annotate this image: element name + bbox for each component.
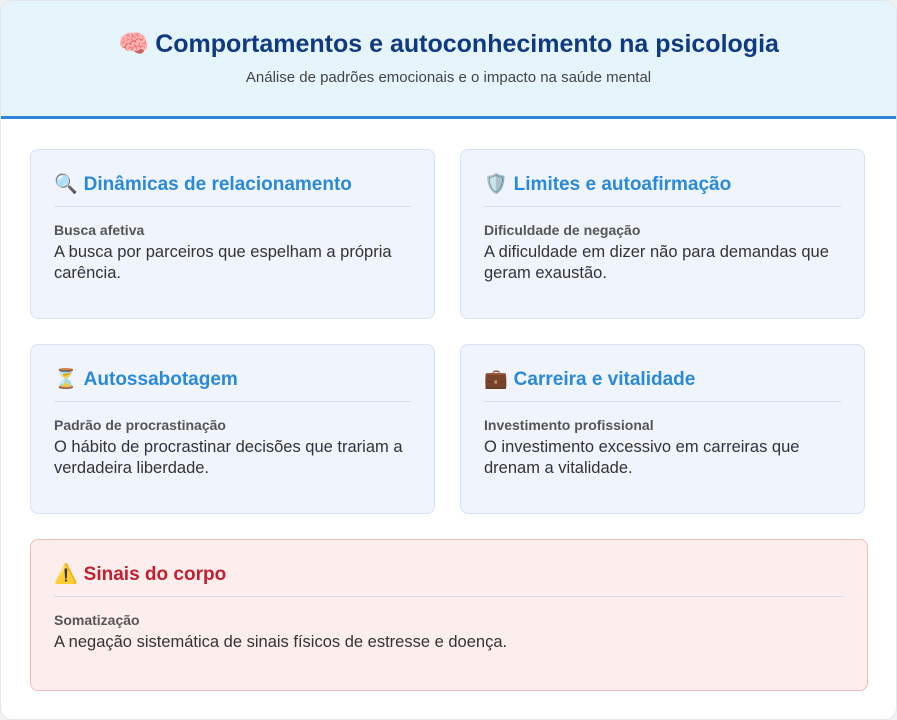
card-title (484, 367, 841, 402)
card-autossabotagem (30, 344, 435, 514)
card-label: Investimento profissional (484, 417, 654, 433)
card-text: O hábito de procrastinar decisões que trariam a verdadeira liberdade. (54, 438, 403, 477)
card-text: O investimento excessivo em carreiras que drenam a vitalidade. (484, 438, 800, 477)
card-title-text: Autossabotagem (83, 369, 238, 390)
alert-label: Somatização (54, 612, 140, 628)
magnifier-icon: 🔍 (54, 174, 78, 195)
card-label: Dificuldade de negação (484, 222, 641, 238)
brain-icon: 🧠 (118, 30, 150, 58)
card-text: A busca por parceiros que espelham a própria carência. (54, 243, 392, 282)
card-title (54, 367, 411, 402)
card-title-text: Dinâmicas de relacionamento (83, 174, 352, 195)
card-label: Busca afetiva (54, 222, 145, 238)
page-subtitle: Análise de padrões emocionais e o impacto na saúde mental (245, 69, 652, 86)
alert-title-text: Sinais do corpo (83, 564, 227, 585)
card-label: Padrão de procrastinação (54, 417, 226, 433)
card-title-text: Limites e autoafirmação (513, 174, 732, 195)
warning-icon: ⚠️ (54, 564, 78, 585)
shield-icon: 🛡️ (484, 174, 508, 195)
card-title-text: Carreira e vitalidade (513, 369, 696, 390)
alert-title (54, 562, 844, 597)
card-carreira (460, 344, 865, 514)
page-title (1, 1, 896, 59)
title-text: Comportamentos e autoconhecimento na psicologia (155, 30, 779, 58)
briefcase-icon: 💼 (484, 369, 508, 390)
alert-text: A negação sistemática de sinais físicos de estresse e doença. (54, 633, 508, 651)
card-text: A dificuldade em dizer não para demandas que geram exaustão. (484, 243, 829, 282)
header (1, 1, 896, 119)
card-title (484, 172, 841, 207)
hourglass-icon: ⏳ (54, 369, 78, 390)
card-limites (460, 149, 865, 319)
alert-card-sinais (30, 539, 868, 691)
card-title (54, 172, 411, 207)
card-relacionamento (30, 149, 435, 319)
